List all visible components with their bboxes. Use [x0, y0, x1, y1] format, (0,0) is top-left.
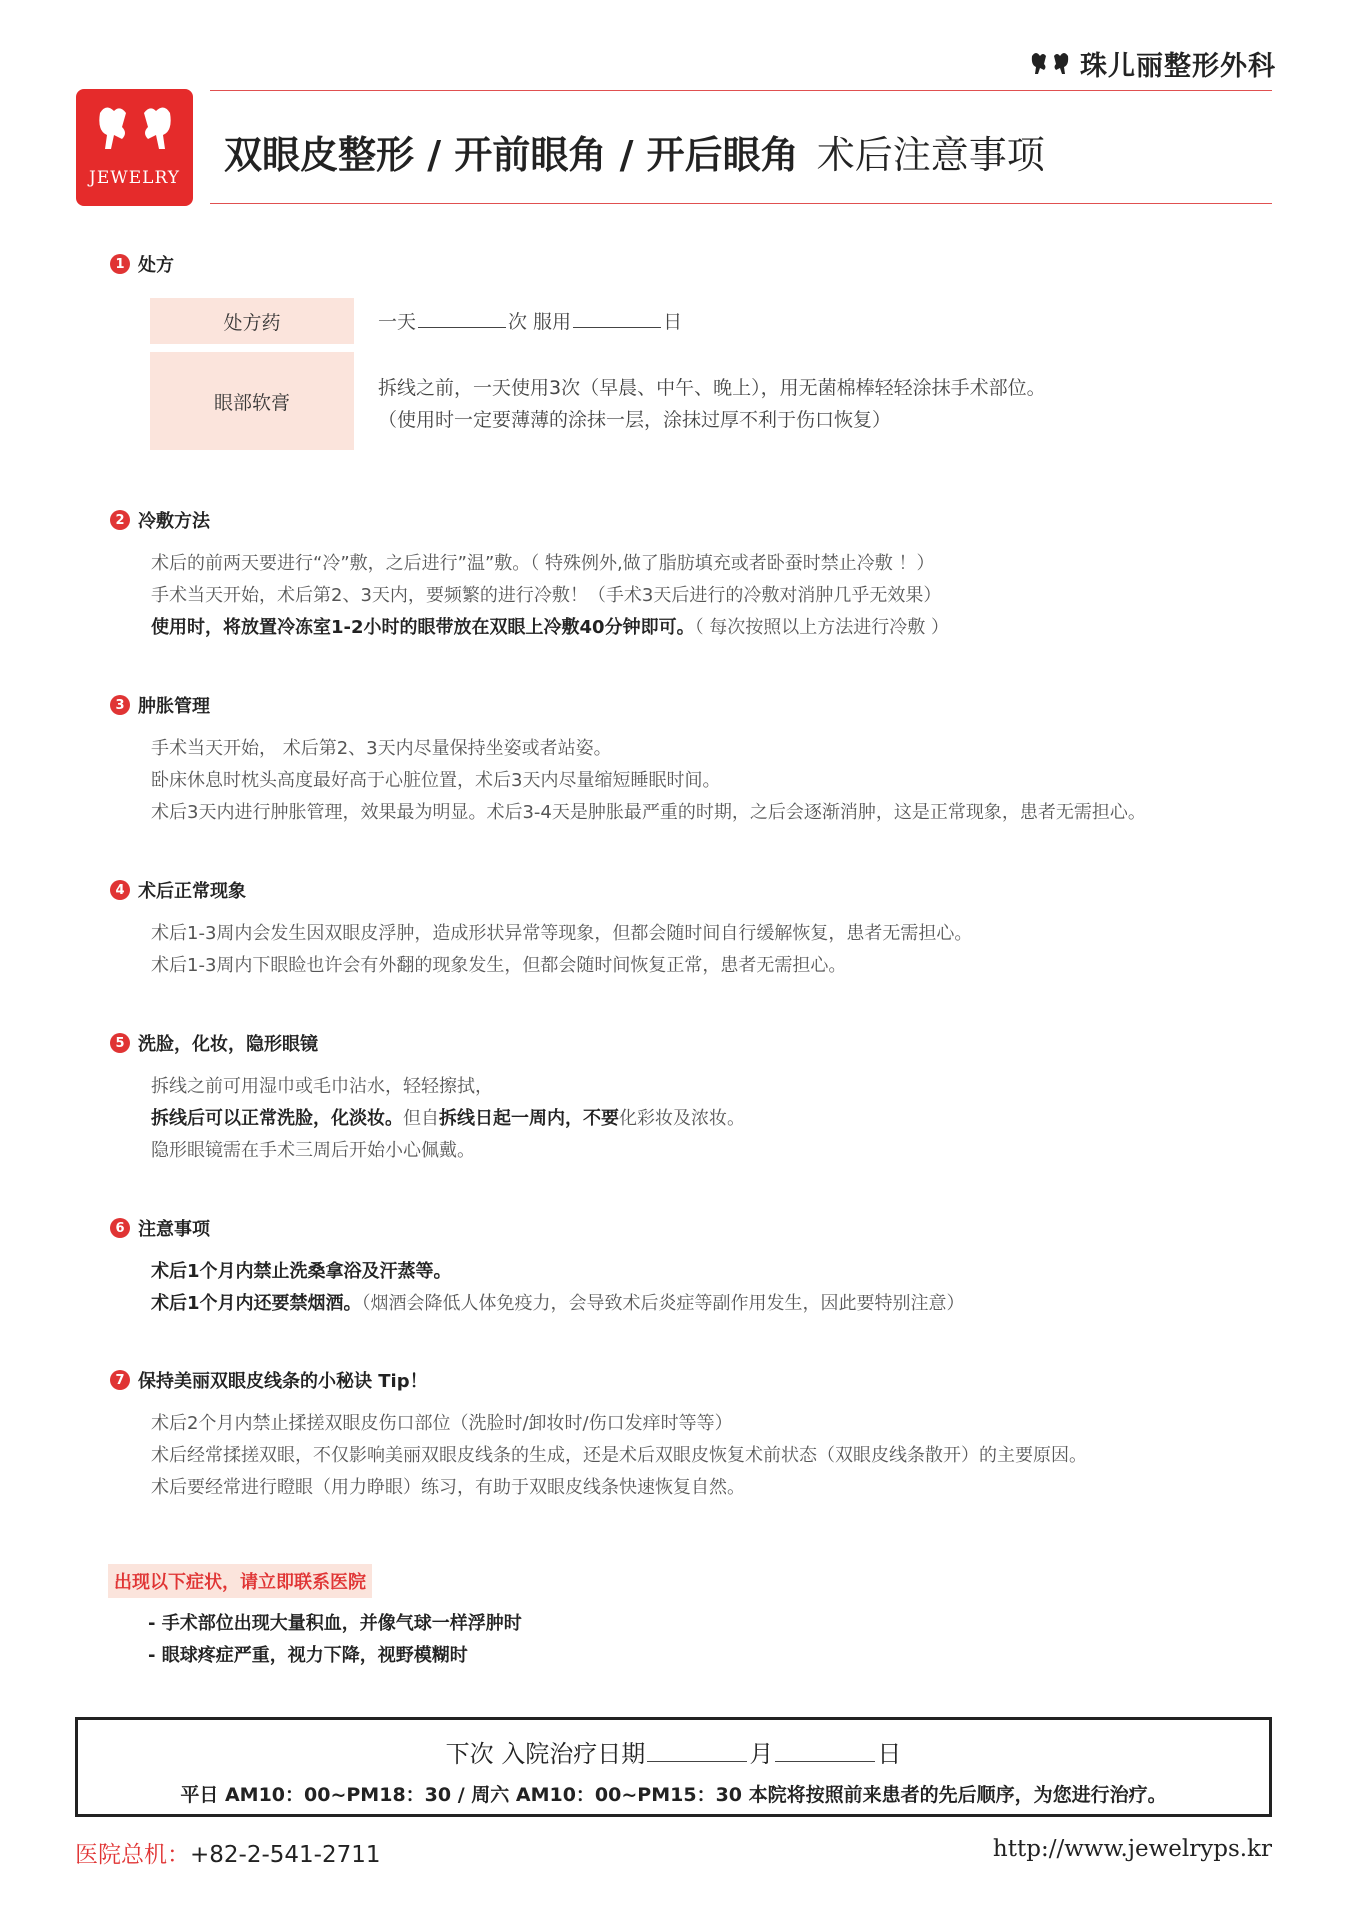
- dose-days-blank[interactable]: [573, 309, 661, 328]
- emphasis-text: 术后1个月内还要禁烟酒。: [151, 1293, 362, 1314]
- brand-name: 珠儿丽整形外科: [1080, 51, 1276, 82]
- warning-label: 出现以下症状，请立即联系医院: [108, 1564, 372, 1598]
- text-span: 化彩妆及浓妆。: [619, 1108, 745, 1129]
- ointment-text: [378, 372, 1046, 436]
- text-line: 手术当天开始，术后第2、3天内，要频繁的进行冷敷！（手术3天后进行的冷敷对消肿几乎无效果）: [151, 585, 942, 606]
- emphasis-text: 拆线日起一周内，不要: [439, 1108, 619, 1129]
- brand-header: [1028, 44, 1276, 83]
- section-title: 洗脸，化妆，隐形眼镜: [138, 1034, 318, 1055]
- section-title: 处方: [138, 255, 174, 276]
- page-title-sub: 术后注意事项: [816, 133, 1045, 177]
- emphasis-text: 拆线后可以正常洗脸，化淡妆。: [151, 1108, 403, 1129]
- ointment-line: 拆线之前，一天使用3次（早晨、中午、晚上），用无菌棉棒轻轻涂抹手术部位。: [378, 377, 1046, 399]
- phone-label: 医院总机：: [75, 1842, 190, 1868]
- text-line: [151, 1103, 745, 1135]
- normal-phenomena-text: [151, 918, 972, 982]
- page-title: [224, 124, 1045, 179]
- tips-text: [151, 1408, 1087, 1504]
- text-line: 术后2个月内禁止揉搓双眼皮伤口部位（洗脸时/卸妆时/伤口发痒时等等）: [151, 1413, 733, 1434]
- cold-compress-text: [151, 548, 949, 644]
- page-title-main: 双眼皮整形 / 开前眼角 / 开后眼角: [224, 133, 799, 177]
- day-blank[interactable]: [775, 1739, 875, 1762]
- section-title: 保持美丽双眼皮线条的小秘诀 Tip！: [138, 1371, 428, 1392]
- text-span: （烟酒会降低人体免疫力，会导致术后炎症等副作用发生，因此要特别注意）: [361, 1293, 965, 1314]
- text-line: 术后1-3周内下眼睑也许会有外翻的现象发生，但都会随时间恢复正常，患者无需担心。: [151, 955, 847, 976]
- appointment-box: [75, 1717, 1272, 1817]
- text-line: 术后的前两天要进行“冷”敷，之后进行”温”敷。（ 特殊例外,做了脂肪填充或者卧蚕时禁止冷敷 ！）: [151, 553, 935, 574]
- section-heading: [110, 877, 246, 903]
- swelling-text: [151, 733, 1146, 829]
- section-number: 3: [110, 695, 130, 715]
- text-line: [151, 1288, 965, 1320]
- ointment-label: 眼部软膏: [150, 352, 354, 450]
- section-heading: [110, 1030, 318, 1056]
- section-title: 冷敷方法: [138, 511, 210, 532]
- poodle-logo-icon: [90, 99, 180, 163]
- text-line: 拆线之前可用湿巾或毛巾沾水，轻轻擦拭，: [151, 1076, 493, 1097]
- warning-list: [148, 1608, 522, 1672]
- section-heading: [110, 1215, 210, 1241]
- text-line: 手术当天开始， 术后第2、3天内尽量保持坐姿或者站姿。: [151, 738, 612, 759]
- day-label: 日: [877, 1740, 902, 1768]
- section-heading: [110, 507, 210, 533]
- warning-item: - 眼球疼症严重，视力下降，视野模糊时: [148, 1645, 468, 1666]
- section-number: 1: [110, 254, 130, 274]
- appointment-label: 下次 入院治疗日期: [445, 1740, 646, 1768]
- title-rule-bottom: [210, 203, 1272, 204]
- text-line: 术后1个月内禁止洗桑拿浴及汗蒸等。: [151, 1261, 452, 1282]
- section-number: 2: [110, 510, 130, 530]
- title-rule-top: [210, 90, 1272, 91]
- ointment-line: （使用时一定要薄薄的涂抹一层，涂抹过厚不利于伤口恢复）: [378, 409, 892, 431]
- text-line: 术后经常揉搓双眼，不仅影响美丽双眼皮线条的生成，还是术后双眼皮恢复术前状态（双眼皮线条散开）的主要原因。: [151, 1445, 1087, 1466]
- section-title: 注意事项: [138, 1219, 210, 1240]
- text-line: 卧床休息时枕头高度最好高于心脏位置，术后3天内尽量缩短睡眠时间。: [151, 770, 721, 791]
- section-number: 6: [110, 1218, 130, 1238]
- text-span: （ 每次按照以上方法进行冷敷 ）: [694, 617, 950, 638]
- jewelry-logo-icon: [1028, 48, 1072, 80]
- drug-text-b: 次 服用: [508, 311, 572, 333]
- footer-phone: [75, 1836, 381, 1869]
- section-heading: [110, 1367, 428, 1393]
- appointment-date-line: [78, 1734, 1269, 1769]
- section-number: 4: [110, 880, 130, 900]
- section-title: 肿胀管理: [138, 696, 210, 717]
- emphasis-text: 使用时，将放置冷冻室1-2小时的眼带放在双眼上冷敷40分钟即可。: [151, 617, 695, 638]
- text-line: 术后1-3周内会发生因双眼皮浮肿，造成形状异常等现象，但都会随时间自行缓解恢复，患者无需担心。: [151, 923, 973, 944]
- text-line: 术后要经常进行瞪眼（用力睁眼）练习，有助于双眼皮线条快速恢复自然。: [151, 1477, 745, 1498]
- section-heading: [110, 251, 174, 277]
- section-number: 5: [110, 1033, 130, 1053]
- text-span: 但自: [403, 1108, 439, 1129]
- drug-text-c: 日: [663, 311, 683, 333]
- text-line: [151, 612, 949, 644]
- office-hours: 平日 AM10：00~PM18：30 / 周六 AM10：00~PM15：30 本院将按照前来患者的先后顺序，为您进行治疗。: [180, 1784, 1167, 1806]
- wash-makeup-text: [151, 1071, 745, 1167]
- text-line: 术后3天内进行肿胀管理，效果最为明显。术后3-4天是肿胀最严重的时期，之后会逐渐消肿，这是正常现象，患者无需担心。: [151, 802, 1146, 823]
- section-heading: [110, 692, 210, 718]
- logo-text: JEWELRY: [89, 168, 180, 188]
- drug-label: 处方药: [150, 298, 354, 344]
- section-number: 7: [110, 1370, 130, 1390]
- phone-number[interactable]: +82-2-541-2711: [190, 1842, 381, 1868]
- warning-item: - 手术部位出现大量积血，并像气球一样浮肿时: [148, 1613, 522, 1634]
- footer-url[interactable]: http://www.jewelryps.kr: [992, 1836, 1272, 1862]
- dose-count-blank[interactable]: [418, 309, 506, 328]
- month-label: 月: [749, 1740, 774, 1768]
- drug-dosage: [378, 306, 682, 338]
- jewelry-logo: [76, 89, 193, 206]
- section-title: 术后正常现象: [138, 881, 246, 902]
- month-blank[interactable]: [647, 1739, 747, 1762]
- drug-text-a: 一天: [378, 311, 417, 333]
- text-line: 隐形眼镜需在手术三周后开始小心佩戴。: [151, 1140, 475, 1161]
- caution-text: [151, 1256, 965, 1320]
